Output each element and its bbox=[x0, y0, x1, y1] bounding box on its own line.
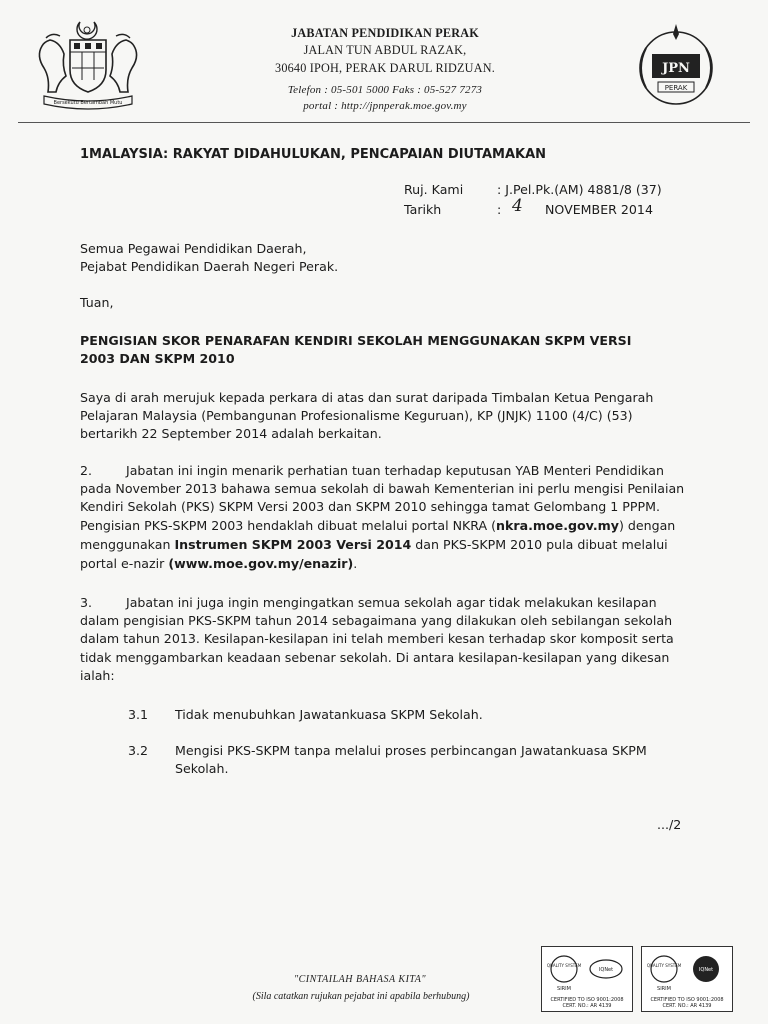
iso-certification-badge-2: QUALITY SYSTEM SIRIM IQNet CERTIFIED TO ISO 9001:2008 CERT. NO.: AR 4139 bbox=[641, 946, 733, 1012]
iqnet-quality-icon bbox=[642, 947, 732, 997]
item-3-2-text-line-2: Sekolah. bbox=[175, 761, 229, 776]
nkra-link-text: nkra.moe.gov.my bbox=[496, 518, 619, 533]
svg-text:QUALITY SYSTEM: QUALITY SYSTEM bbox=[546, 963, 582, 968]
item-3-1-number: 3.1 bbox=[128, 707, 149, 722]
svg-text:Bersekutu Bertambah Mutu: Bersekutu Bertambah Mutu bbox=[53, 100, 123, 106]
para3-line-3: dalam tahun 2013. Kesilapan-kesilapan ini telah memberi kesan terhadap skor komposit serta bbox=[80, 631, 674, 646]
para3-line-1: Jabatan ini juga ingin mengingatkan semua sekolah agar tidak melakukan kesilapan bbox=[126, 595, 657, 610]
svg-text:IQNet: IQNet bbox=[698, 967, 714, 973]
svg-text:QUALITY SYSTEM: QUALITY SYSTEM bbox=[646, 963, 682, 968]
para2-number: 2. bbox=[80, 463, 93, 478]
para3-number: 3. bbox=[80, 595, 93, 610]
para3-line-5: ialah: bbox=[80, 668, 115, 683]
date-label: Tarikh bbox=[404, 202, 442, 217]
jpn-perak-logo bbox=[632, 20, 720, 120]
recipient-line-2: Pejabat Pendidikan Daerah Negeri Perak. bbox=[80, 259, 339, 274]
slogan: 1MALAYSIA: RAKYAT DIDAHULUKAN, PENCAPAIAN DIUTAMAKAN bbox=[80, 147, 547, 162]
iso-certification-badge-1: QUALITY SYSTEM SIRIM IQNet CERTIFIED TO ISO 9001:2008 CERT. NO.: AR 4139 bbox=[541, 946, 633, 1012]
item-3-2-text-line-1: Mengisi PKS-SKPM tanpa melalui proses perbincangan Jawatankuasa SKPM bbox=[175, 743, 647, 758]
footer-motto: "CINTAILAH BAHASA KITA" bbox=[293, 974, 427, 985]
para2-line-6: portal e-nazir (www.moe.gov.my/enazir). bbox=[80, 556, 358, 571]
para1-line-1: Saya di arah merujuk kepada perkara di atas dan surat daripada Timbalan Ketua Pengarah bbox=[80, 390, 654, 405]
para2-line-4: Pengisian PKS-SKPM 2003 hendaklah dibuat melalui portal NKRA (nkra.moe.gov.my) dengan bbox=[80, 518, 676, 533]
para3-line-4: tidak menggambarkan keadaan sebenar sekolah. Di antara kesilapan-kesilapan yang dikesan bbox=[80, 650, 670, 665]
svg-text:SIRIM: SIRIM bbox=[657, 986, 671, 992]
address-line-1: JALAN TUN ABDUL RAZAK, bbox=[303, 43, 467, 57]
para1-line-2: Pelajaran Malaysia (Pembangunan Profesionalisme Keguruan), KP (JNJK) 1100 (4/C) (53) bbox=[80, 408, 633, 423]
date-colon: : bbox=[497, 202, 502, 217]
sirim-quality-icon bbox=[542, 947, 632, 997]
para2-line-3: Kendiri Sekolah (PKS) SKPM Versi 2003 dan SKPM 2010 sehingga tamat Gelombang 1 PPPM. bbox=[80, 499, 660, 514]
para2-line-2: pada November 2013 bahawa semua sekolah di bawah Kementerian ini perlu mengisi Penilaian bbox=[80, 481, 685, 496]
address-line-2: 30640 IPOH, PERAK DARUL RIDZUAN. bbox=[275, 61, 495, 75]
subject-line-2: 2003 DAN SKPM 2010 bbox=[80, 351, 235, 366]
coat-of-arms-logo bbox=[28, 16, 148, 112]
item-3-2-number: 3.2 bbox=[128, 743, 149, 758]
ref-label: Ruj. Kami bbox=[404, 182, 464, 197]
svg-text:SIRIM: SIRIM bbox=[557, 986, 571, 992]
para3-line-2: dalam pengisian PKS-SKPM tahun 2014 sebagaimana yang dilakukan oleh sebilangan sekolah bbox=[80, 613, 673, 628]
instrument-name: Instrumen SKPM 2003 Versi 2014 bbox=[174, 537, 412, 552]
portal-line: portal : http://jpnperak.moe.gov.my bbox=[303, 100, 467, 112]
org-name: JABATAN PENDIDIKAN PERAK bbox=[291, 26, 479, 40]
ref-value: : J.Pel.Pk.(AM) 4881/8 (37) bbox=[497, 182, 662, 197]
recipient-line-1: Semua Pegawai Pendidikan Daerah, bbox=[80, 241, 307, 256]
date-day-handwritten: 4 bbox=[512, 196, 523, 216]
para2-line-5: menggunakan Instrumen SKPM 2003 Versi 2014 dan PKS-SKPM 2010 pula dibuat melalui bbox=[80, 537, 668, 552]
letterhead-divider bbox=[18, 122, 750, 123]
item-3-1-text: Tidak menubuhkan Jawatankuasa SKPM Sekolah. bbox=[175, 707, 483, 722]
para2-line-1: Jabatan ini ingin menarik perhatian tuan terhadap keputusan YAB Menteri Pendidikan bbox=[126, 463, 664, 478]
subject-line-1: PENGISIAN SKOR PENARAFAN KENDIRI SEKOLAH MENGGUNAKAN SKPM VERSI bbox=[80, 333, 632, 348]
svg-text:IQNet: IQNet bbox=[598, 967, 614, 973]
footer-note: (Sila catatkan rujukan pejabat ini apabila berhubung) bbox=[252, 991, 470, 1002]
date-month-year: NOVEMBER 2014 bbox=[545, 202, 653, 217]
enazir-link-text: (www.moe.gov.my/enazir) bbox=[168, 556, 354, 571]
svg-text:PERAK: PERAK bbox=[664, 84, 688, 92]
page-continued-marker: .../2 bbox=[657, 817, 682, 832]
svg-text:JPN: JPN bbox=[662, 61, 690, 76]
contact-line: Telefon : 05-501 5000 Faks : 05-527 7273 bbox=[287, 84, 483, 96]
salutation: Tuan, bbox=[80, 295, 114, 310]
para1-line-3: bertarikh 22 September 2014 adalah berkaitan. bbox=[80, 426, 382, 441]
